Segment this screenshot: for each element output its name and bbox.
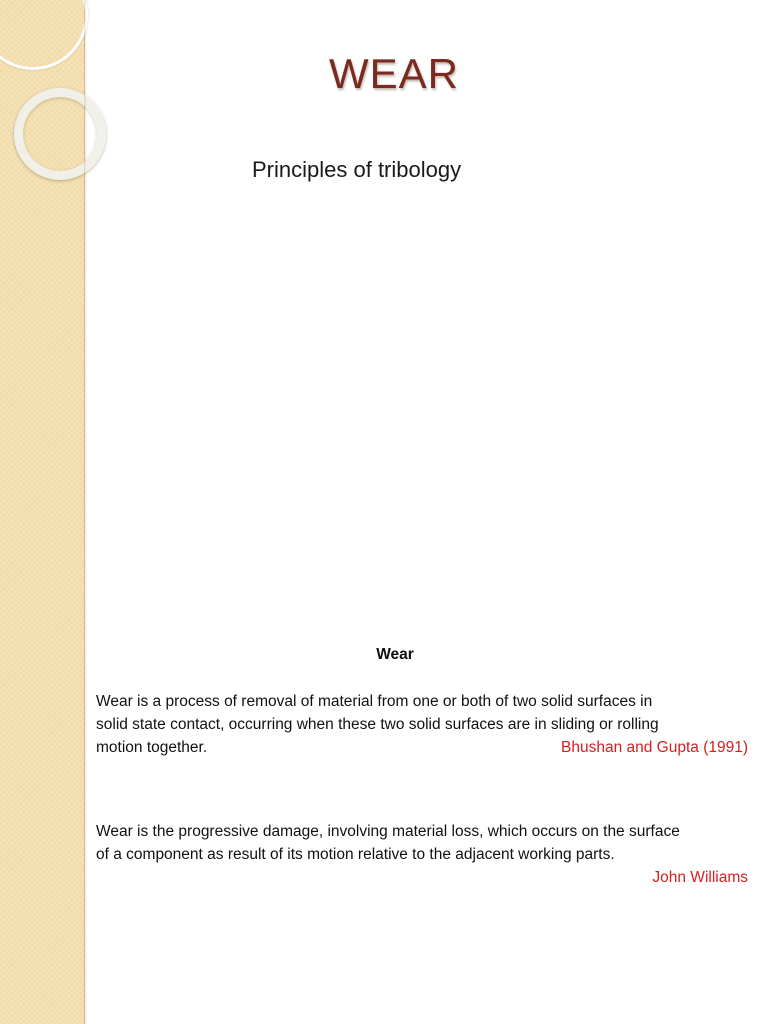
definition-line: Wear is the progressive damage, involving material loss, which occurs on the surface bbox=[96, 823, 680, 840]
sidebar-edge-shadow bbox=[84, 0, 87, 1024]
definition-paragraph bbox=[96, 690, 748, 759]
definition-line: motion together. bbox=[96, 739, 208, 756]
decorative-ring-icon bbox=[14, 88, 106, 180]
decorative-sidebar bbox=[0, 0, 85, 1024]
citation: John Williams bbox=[652, 869, 748, 886]
section-heading: Wear bbox=[376, 646, 414, 663]
citation: Bhushan and Gupta (1991) bbox=[561, 739, 748, 756]
definition-paragraph bbox=[96, 820, 748, 889]
slide-subtitle: Principles of tribology bbox=[252, 157, 462, 182]
definition-line: of a component as result of its motion relative to the adjacent working parts. bbox=[96, 846, 615, 863]
decorative-ring-icon bbox=[0, 0, 88, 70]
definition-line: Wear is a process of removal of material from one or both of two solid surfaces in bbox=[96, 693, 653, 710]
definition-last-line bbox=[96, 736, 748, 759]
definition-line: solid state contact, occurring when these two solid surfaces are in sliding or rolling bbox=[96, 716, 659, 733]
slide-title: WEAR bbox=[329, 50, 459, 97]
